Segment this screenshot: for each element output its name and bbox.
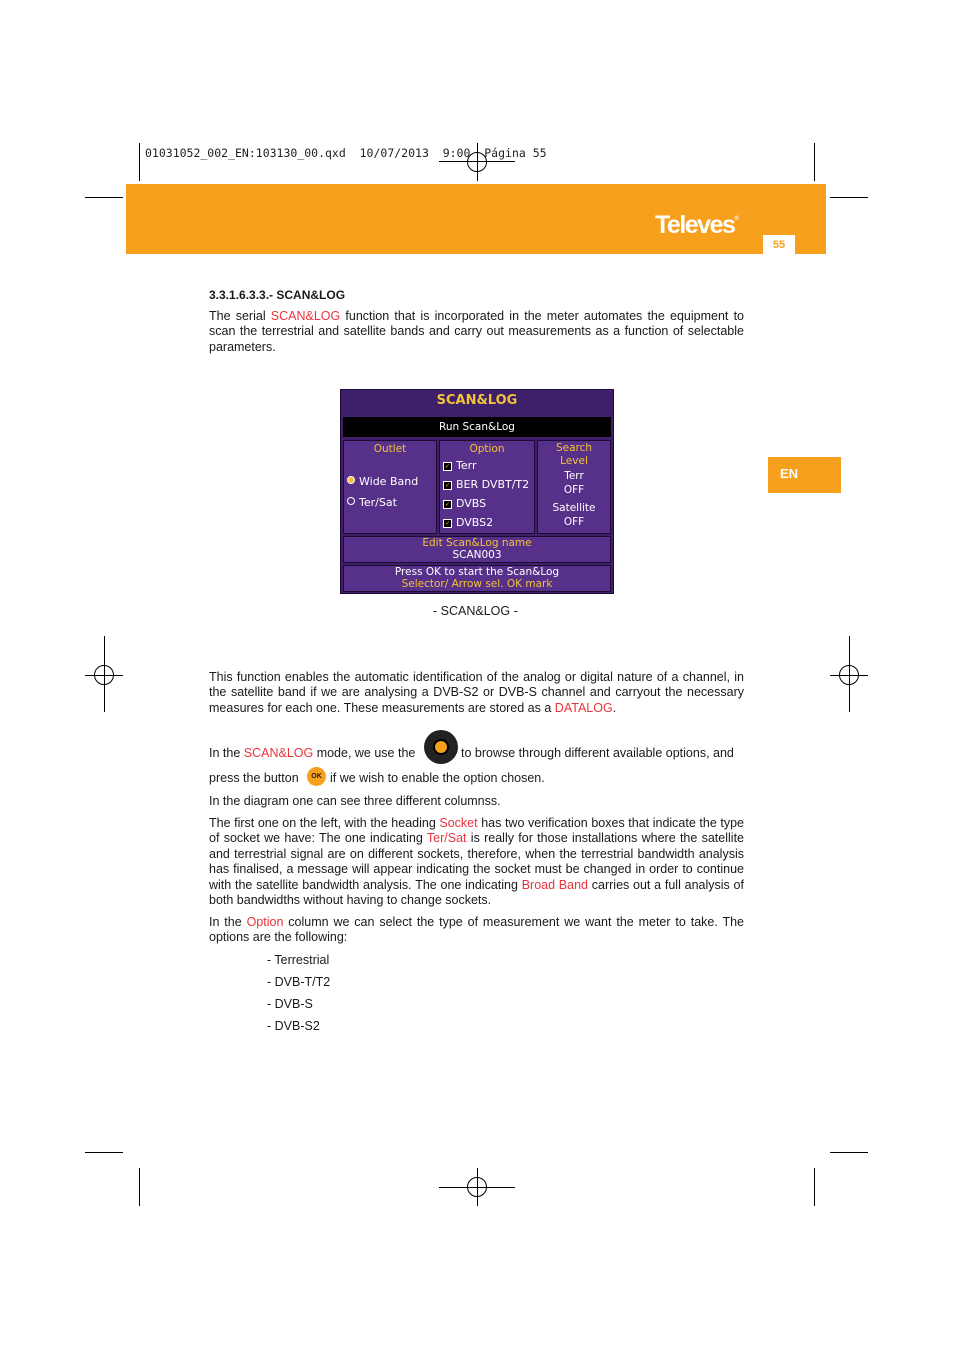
intro-paragraph: The serial SCAN&LOG function that is incorporated in the meter automates the equipment to scan the terrestrial and satellite bands and carry out measurements as a function of selectable parameters.	[209, 309, 744, 354]
crop-mark	[814, 1168, 815, 1206]
list-item: - DVB-S	[267, 997, 313, 1011]
search-level-column	[537, 440, 611, 534]
crop-mark	[814, 143, 815, 181]
registration-mark	[467, 1177, 487, 1197]
edit-name-label: Edit Scan&Log name	[422, 537, 532, 549]
edit-name-box	[343, 536, 611, 563]
terr-value: OFF	[563, 484, 585, 496]
crop-mark	[830, 1152, 868, 1153]
paragraph-option: In the Option column we can select the type of measurement we want the meter to take. The options are the following:	[209, 915, 745, 945]
paragraph-socket: The first one on the left, with the heading Socket has two verification boxes that indicate the type of socket we have: The one indicating Ter/Sat is really for those installations where the satellite and terrestrial signal are on different sockets, therefore, when the terrestrial bandwidth analysis has finalised, a message will appear indicating the socket must be changed in order to continue with the satellite bandwidth analysis. The one indicating Broad Band carries out a full analysis of both bandwidths without having to change sockets.	[209, 816, 744, 908]
checkbox-icon: ✓	[444, 482, 451, 489]
option-header: Option	[469, 443, 505, 455]
satellite-label: Satellite	[552, 502, 596, 514]
outlet-header: Outlet	[373, 443, 407, 455]
crop-mark	[139, 1168, 140, 1206]
list-item: - DVB-T/T2	[267, 975, 331, 989]
option-item-dvbs: ✓ DVBS	[444, 497, 487, 510]
run-scanlog-bar: Run Scan&Log	[343, 417, 611, 437]
registration-mark	[94, 665, 114, 685]
paragraph-browse-line1b: to browse through different available options, and	[461, 746, 734, 760]
file-info: 01031052_002_EN:103130_00.qxd 10/07/2013 9:00 Página 55	[145, 146, 547, 160]
outlet-column	[343, 440, 437, 534]
page-number: 55	[763, 235, 795, 254]
checkbox-icon: ✓	[444, 520, 451, 527]
language-tab: EN	[768, 457, 841, 493]
terr-label: Terr	[564, 470, 584, 482]
option-column	[439, 440, 535, 534]
paragraph-browse-line2b: if we wish to enable the option chosen.	[330, 771, 545, 785]
level-header: Level	[560, 455, 588, 467]
screen-title: SCAN&LOG	[436, 393, 518, 408]
search-header: Search	[555, 442, 593, 454]
registration-mark	[839, 665, 859, 685]
radio-icon	[347, 497, 355, 505]
figure-caption: - SCAN&LOG -	[433, 604, 518, 618]
selector-dial-icon	[424, 730, 458, 764]
satellite-value: OFF	[563, 516, 585, 528]
paragraph-browse-line2: press the button	[209, 771, 299, 785]
option-item-dvbs2: ✓ DVBS2	[444, 516, 494, 529]
paragraph-datalog: This function enables the automatic identification of the analog or digital nature of a channel, in the satellite band if we are analysing a DVB-S2 or DVB-S channel and carryout the necessary measures for each one. These measurements are stored as a DATALOG.	[209, 670, 744, 715]
option-item-terr: ✓ Terr	[444, 459, 477, 472]
checkbox-icon: ✓	[444, 501, 451, 508]
scanlog-screen	[340, 389, 614, 594]
crop-mark	[139, 143, 140, 181]
paragraph-browse-line1: In the SCAN&LOG mode, we use the	[209, 746, 416, 760]
crop-mark	[85, 197, 123, 198]
paragraph-columns: In the diagram one can see three different columnss.	[209, 794, 501, 808]
footer-line1: Press OK to start the Scan&Log	[394, 566, 560, 578]
ok-button-icon: OK	[307, 767, 326, 786]
footer-box	[343, 565, 611, 592]
outlet-option-ter-sat: Ter/Sat	[347, 496, 397, 509]
list-item: - DVB-S2	[267, 1019, 320, 1033]
televes-logo: Televes®	[655, 211, 739, 239]
crop-mark	[830, 197, 868, 198]
list-item: - Terrestrial	[267, 953, 330, 967]
edit-name-value: SCAN003	[452, 549, 502, 561]
footer-line2: Selector/ Arrow sel. OK mark	[401, 578, 553, 590]
outlet-option-wide-band: Wide Band	[347, 475, 418, 488]
section-heading: 3.3.1.6.3.3.- SCAN&LOG	[209, 288, 346, 302]
crop-mark	[85, 1152, 123, 1153]
option-item-ber: ✓ BER DVBT/T2	[444, 478, 530, 491]
checkbox-icon: ✓	[444, 463, 451, 470]
radio-selected-icon	[347, 476, 355, 484]
